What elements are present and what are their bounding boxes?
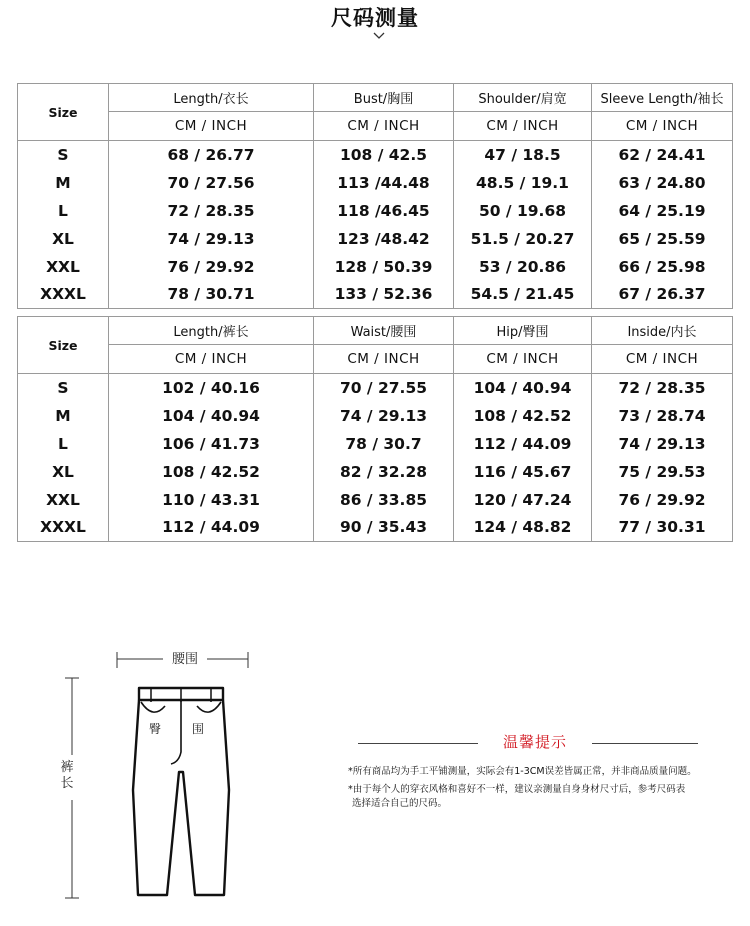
table-cell: 70 / 27.55 <box>314 374 454 402</box>
unit-header: CM / INCH <box>109 112 314 141</box>
table-cell: 128 / 50.39 <box>314 253 454 281</box>
column-header: Shoulder/肩宽 <box>454 84 592 112</box>
table-row <box>18 141 733 169</box>
table-cell: 74 / 29.13 <box>109 225 314 253</box>
table-row <box>18 430 733 458</box>
unit-header: CM / INCH <box>592 345 733 374</box>
page-title: 尺码测量 <box>331 6 419 30</box>
table-cell: 113 /44.48 <box>314 169 454 197</box>
table-cell: 104 / 40.94 <box>454 374 592 402</box>
hip-label-right: 围 <box>192 722 205 736</box>
table-row <box>18 514 733 542</box>
table-cell: 108 / 42.5 <box>314 141 454 169</box>
size-header: Size <box>18 84 109 141</box>
table-cell: 110 / 43.31 <box>109 486 314 514</box>
table-cell: 90 / 35.43 <box>314 514 454 542</box>
size-label: XL <box>18 458 109 486</box>
table-cell: 108 / 42.52 <box>109 458 314 486</box>
table-cell: 108 / 42.52 <box>454 402 592 430</box>
top-size-table <box>17 83 733 309</box>
table-cell: 73 / 28.74 <box>592 402 733 430</box>
bottom-size-table <box>17 316 733 542</box>
chevron-down-icon <box>368 31 390 41</box>
size-label: XXXL <box>18 514 109 542</box>
table-cell: 123 /48.42 <box>314 225 454 253</box>
table-cell: 124 / 48.82 <box>454 514 592 542</box>
table-cell: 51.5 / 20.27 <box>454 225 592 253</box>
hip-label-left: 臀 <box>149 722 162 736</box>
size-label: L <box>18 430 109 458</box>
unit-header: CM / INCH <box>454 112 592 141</box>
table-cell: 78 / 30.71 <box>109 281 314 309</box>
table-cell: 77 / 30.31 <box>592 514 733 542</box>
table-cell: 106 / 41.73 <box>109 430 314 458</box>
unit-header: CM / INCH <box>314 345 454 374</box>
table-row <box>18 374 733 402</box>
table-cell: 76 / 29.92 <box>592 486 733 514</box>
column-header: Sleeve Length/袖长 <box>592 84 733 112</box>
table-row <box>18 169 733 197</box>
table-cell: 70 / 27.56 <box>109 169 314 197</box>
column-header: Hip/臀围 <box>454 317 592 345</box>
table-cell: 50 / 19.68 <box>454 197 592 225</box>
table-cell: 53 / 20.86 <box>454 253 592 281</box>
size-label: XXL <box>18 486 109 514</box>
table-cell: 104 / 40.94 <box>109 402 314 430</box>
table-cell: 118 /46.45 <box>314 197 454 225</box>
table-row <box>18 197 733 225</box>
column-header: Bust/胸围 <box>314 84 454 112</box>
pants-outline <box>133 688 229 895</box>
unit-header: CM / INCH <box>314 112 454 141</box>
table-cell: 47 / 18.5 <box>454 141 592 169</box>
divider <box>592 743 698 744</box>
table-cell: 116 / 45.67 <box>454 458 592 486</box>
table-cell: 54.5 / 21.45 <box>454 281 592 309</box>
unit-header: CM / INCH <box>109 345 314 374</box>
pants-diagram <box>55 640 255 910</box>
table-cell: 133 / 52.36 <box>314 281 454 309</box>
table-row <box>18 402 733 430</box>
size-label: XL <box>18 225 109 253</box>
table-cell: 63 / 24.80 <box>592 169 733 197</box>
size-label: L <box>18 197 109 225</box>
table-cell: 62 / 24.41 <box>592 141 733 169</box>
table-cell: 75 / 29.53 <box>592 458 733 486</box>
size-label: M <box>18 169 109 197</box>
table-cell: 112 / 44.09 <box>454 430 592 458</box>
size-header: Size <box>18 317 109 374</box>
tips-note: 选择适合自己的尺码。 <box>352 798 448 809</box>
table-row <box>18 225 733 253</box>
table-cell: 74 / 29.13 <box>314 402 454 430</box>
size-label: M <box>18 402 109 430</box>
table-row <box>18 253 733 281</box>
column-header: Length/裤长 <box>109 317 314 345</box>
table-cell: 74 / 29.13 <box>592 430 733 458</box>
size-label: S <box>18 141 109 169</box>
table-row <box>18 281 733 309</box>
table-cell: 68 / 26.77 <box>109 141 314 169</box>
table-cell: 65 / 25.59 <box>592 225 733 253</box>
table-cell: 76 / 29.92 <box>109 253 314 281</box>
tips-note: *所有商品均为手工平铺测量，实际会有1-3CM误差皆属正常，并非商品质量问题。 <box>348 766 697 777</box>
table-row <box>18 486 733 514</box>
size-label: S <box>18 374 109 402</box>
table-cell: 64 / 25.19 <box>592 197 733 225</box>
tips-title: 温馨提示 <box>502 733 567 751</box>
tips-note: *由于每个人的穿衣风格和喜好不一样，建议亲测量自身身材尺寸后，参考尺码表 <box>348 784 686 795</box>
column-header: Length/衣长 <box>109 84 314 112</box>
table-cell: 86 / 33.85 <box>314 486 454 514</box>
column-header: Waist/腰围 <box>314 317 454 345</box>
table-cell: 102 / 40.16 <box>109 374 314 402</box>
column-header: Inside/内长 <box>592 317 733 345</box>
table-cell: 67 / 26.37 <box>592 281 733 309</box>
unit-header: CM / INCH <box>454 345 592 374</box>
table-cell: 112 / 44.09 <box>109 514 314 542</box>
table-cell: 120 / 47.24 <box>454 486 592 514</box>
table-cell: 72 / 28.35 <box>592 374 733 402</box>
divider <box>358 743 478 744</box>
table-cell: 66 / 25.98 <box>592 253 733 281</box>
table-cell: 82 / 32.28 <box>314 458 454 486</box>
table-cell: 72 / 28.35 <box>109 197 314 225</box>
size-label: XXL <box>18 253 109 281</box>
size-label: XXXL <box>18 281 109 309</box>
table-row <box>18 458 733 486</box>
table-cell: 78 / 30.7 <box>314 430 454 458</box>
waist-label: 腰围 <box>165 648 205 667</box>
pants-length-label: 裤长 <box>58 760 76 792</box>
unit-header: CM / INCH <box>592 112 733 141</box>
table-cell: 48.5 / 19.1 <box>454 169 592 197</box>
